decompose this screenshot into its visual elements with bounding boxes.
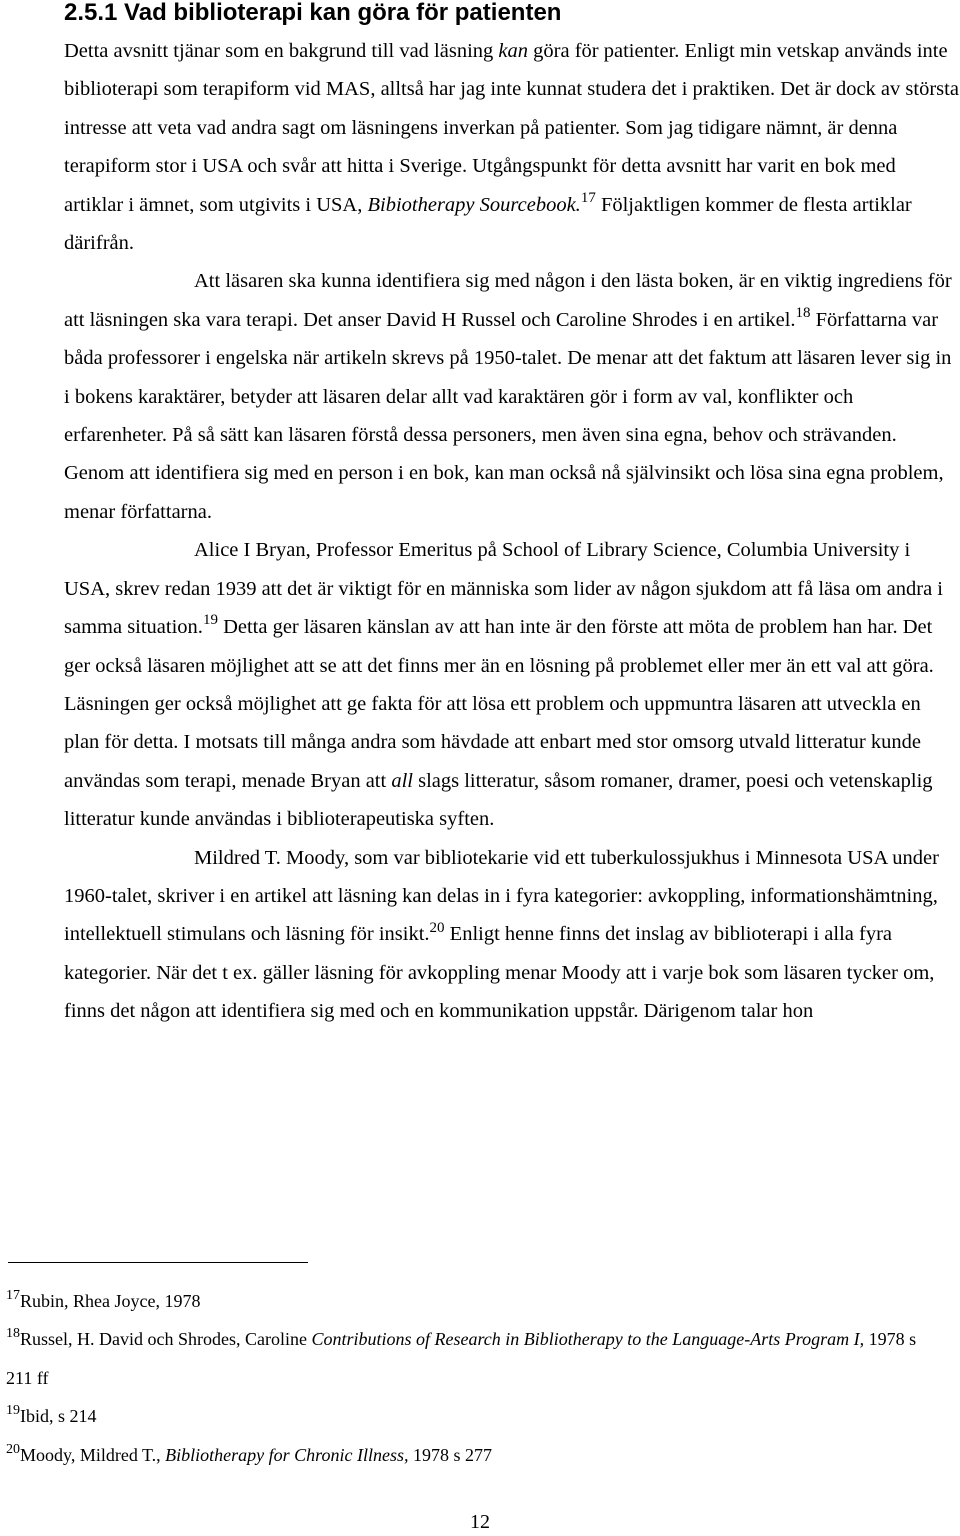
book-title: Bibiotherapy Sourcebook. bbox=[367, 193, 581, 216]
paragraph-2: Att läsaren ska kunna identifiera sig med någon i den lästa boken, är en viktig ingrediens för att läsningen ska vara terapi. Det anser David H Russel och Caroline Shrodes i en artikel.$^{18}$ Författarna var båda professorer i engelska när artikeln skrevs på 1950-talet. De menar att det faktum att läsaren lever sig in i bokens karaktärer, betyder att läsaren delar allt vad karaktären gör i form av val, konflikter och erfarenheter. På så sätt kan läsaren förstå dessa personers, men även sina egna, behov och strävanden. Genom att identifiera sig med en person i en bok, kan man också nå självinsikt och lösa sina egna problem, menar författarna. bbox=[64, 270, 952, 523]
emphasis-kan: kan bbox=[498, 40, 529, 62]
section-heading: 2.5.1 Vad biblioterapi kan göra för patienten bbox=[64, 0, 562, 26]
footnote-separator bbox=[8, 1262, 308, 1263]
footnote-ref-20[interactable]: 20 bbox=[429, 919, 445, 936]
paragraph-3: Alice I Bryan, Professor Emeritus på School of Library Science, Columbia University i USA, skrev redan 1939 att det är viktigt för en människa som lider av någon sjukdom att få läsa om andra i samma situation.$^{19}$ Detta ger läsaren känslan av att han inte är den förste att möta de problem han har. Det ger också läsaren möjlighet att se att det finns mer än en lösning på problemet eller mer än ett val att göra. Läsningen ger också möjlighet att ge fakta för att lösa ett problem och uppmuntra läsaren att utveckla en plan för detta. I motsats till många andra som hävdade att enbart med stor omsorg utvald litteratur kunde användas som terapi, menade Bryan att all slags litteratur, såsom romaner, dramer, poesi och vetenskaplig litteratur kunde användas i biblioterapeutiska syften. bbox=[64, 539, 944, 831]
body-text bbox=[64, 32, 960, 1031]
footnote-20: $^{20}$Moody, Mildred T., Bibliotherapy for Chronic Illness, 1978 s 277 bbox=[6, 1441, 493, 1465]
paragraph-1: Detta avsnitt tjänar som en bakgrund till vad läsning kan göra för patienter. Enligt min vetskap används inte biblioterapi som terapiform vid MAS, alltså har jag inte kunnat studera det i praktiken. Det är dock av största intresse att veta vad andra sagt om läsningens inverkan på patienter. Som jag tidigare nämnt, är denna terapiform stor i USA och svår att hitta i Sverige. Utgångspunkt för detta avsnitt har varit en bok med artiklar i ämnet, som utgivits i USA, Bibiotherapy Sourcebook.$^{17}$ Följaktligen kommer de flesta artiklar därifrån. bbox=[64, 40, 959, 255]
page-number: 12 bbox=[470, 1511, 490, 1533]
footnote-18: $^{18}$Russel, H. David och Shrodes, Caroline Contributions of Research in Bibliotherapy to the Language-Arts Program I, 1978 s 211 ff bbox=[6, 1326, 917, 1388]
emphasis-all: all bbox=[391, 769, 413, 792]
footnote-19: $^{19}$Ibid, s 214 bbox=[6, 1403, 97, 1427]
footnote-ref-18[interactable]: 18 bbox=[795, 305, 811, 322]
footnote-ref-19[interactable]: 19 bbox=[202, 612, 218, 629]
footnotes bbox=[6, 1282, 946, 1474]
paragraph-4: Mildred T. Moody, som var bibliotekarie vid ett tuberkulossjukhus i Minnesota USA under 1960-talet, skriver i en artikel att läsning kan delas in i fyra kategorier: avkoppling, informationshämtning, intellektuell stimulans och läsning för insikt.$^{20}$ Enligt henne finns det inslag av biblioterapi i alla fyra kategorier. När det t ex. gäller läsning för avkoppling menar Moody att i varje bok som läsaren tycker om, finns det någon att identifiera sig med och en kommunikation uppstår. Därigenom talar hon bbox=[64, 846, 939, 1023]
footnote-ref-17[interactable]: 17 bbox=[580, 189, 596, 206]
footnote-17: $^{17}$Rubin, Rhea Joyce, 1978 bbox=[6, 1288, 201, 1311]
